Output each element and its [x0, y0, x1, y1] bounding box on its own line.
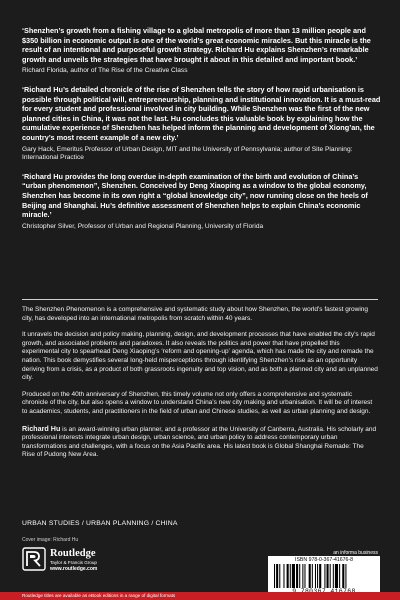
informa-tagline: an informa business	[333, 550, 378, 556]
publisher-group: Taylor & Francis Group	[50, 560, 97, 565]
endorsement-silver	[22, 172, 384, 232]
author-bio	[22, 425, 378, 460]
endorsement-attribution: Gary Hack, Emeritus Professor of Urban Design, MIT and the University of Pennsylvania; author of Site Planning: International Practice	[22, 145, 353, 162]
description-paragraph: It unravels the decision and policy making, planning, design, and development processes that have enabled the city’s rapid growth, and associated problems and paradoxes. It also reveals the politics and power that have propelled this experimental city to spearhead Deng Xiaoping’s ‘reform and opening-up’ agenda, which has made the city and remade the nation. This book demystifies several long-held misperceptions through identifying Shenzhen’s rise as an opportunity deriving from a crisis, as a product of both grassroots ingenuity and top vision, and as both a planned city and an unplanned city.	[22, 331, 378, 382]
isbn-barcode	[268, 556, 380, 596]
ebook-note-band	[0, 592, 400, 600]
publisher-name: Routledge	[50, 548, 96, 559]
endorsements	[22, 26, 384, 240]
section-divider	[22, 299, 378, 300]
isbn-text: ISBN 978-0-367-41676-8	[295, 557, 353, 563]
barcode-icon	[274, 564, 374, 588]
book-description	[22, 306, 378, 468]
endorsement-quote: ‘Richard Hu provides the long overdue in-depth examination of the birth and evolution of China’s “urban phenomenon”, Shenzhen. Conceived by Deng Xiaoping as a window to the global economy, Shenzhen has become in its own right a “global knowledge city”, now running close on the heels of Beijing and Shanghai. Hu’s definitive assessment of Shenzhen helps to explain China’s economic miracle.’	[22, 171, 368, 220]
endorsement-quote: ‘Richard Hu’s detailed chronicle of the rise of Shenzhen tells the story of how rapid urbanisation is possible through political will, entrepreneurship, planning and institutional innovation. It is a must-read for every student and professional involved in city building. While Shenzhen was the first of the new planned cities in China, it was not the last. Hu concludes this valuable book by explaining how the cumulative experience of Shenzhen has helped inform the planning and development of Xiong’an, the country’s most recent example of a new city.’	[22, 84, 381, 142]
endorsement-attribution: Christopher Silver, Professor of Urban and Regional Planning, University of Florida	[22, 222, 264, 230]
ebook-note: Routledge titles are available as eBook editions in a range of digital formats	[22, 593, 176, 598]
author-name: Richard Hu	[22, 423, 61, 433]
endorsement-florida	[22, 26, 384, 76]
author-bio-text: is an award-winning urban planner, and a professor at the University of Canberra, Australia. His scholarly and professional interests integrate urban design, urban science, and urban policy to address contemporary urban transformations and challenges, with a focus on the Asia Pacific area. His latest book is Global Shanghai Remade: The Rise of Pudong New Area.	[22, 425, 377, 459]
cover-image-credit: Cover image: Richard Hu	[22, 537, 79, 543]
subject-categories: URBAN STUDIES / URBAN PLANNING / CHINA	[22, 520, 178, 527]
publisher-block	[22, 547, 142, 575]
description-paragraph: Produced on the 40th anniversary of Shenzhen, this timely volume not only offers a comprehensive and systematic chronicle of the city, but also opens a window to understand China’s new city making and urbanisation. It will be of interest to academics, students, and practitioners in the field of urban and Chinese studies, as well as urban planning and design.	[22, 390, 373, 415]
routledge-logo-icon	[22, 547, 46, 571]
endorsement-quote: ‘Shenzhen’s growth from a fishing village to a global metropolis of more than 13 million people and $350 billion in economic output is one of the world’s great economic miracles. But this miracle is the result of an intentional and purposeful growth strategy. Richard Hu explains Shenzhen’s remarkable growth and unveils the strategies that have brought it about in this detailed and important book.’	[22, 26, 371, 64]
endorsement-hack	[22, 85, 384, 163]
endorsement-attribution: Richard Florida, author of The Rise of the Creative Class	[22, 67, 188, 75]
publisher-url: www.routledge.com	[50, 566, 98, 572]
description-paragraph: The Shenzhen Phenomenon is a comprehensive and systematic study about how Shenzhen, the world’s fastest growing city, has developed into an international metropolis from scratch within 40 years.	[22, 306, 369, 322]
